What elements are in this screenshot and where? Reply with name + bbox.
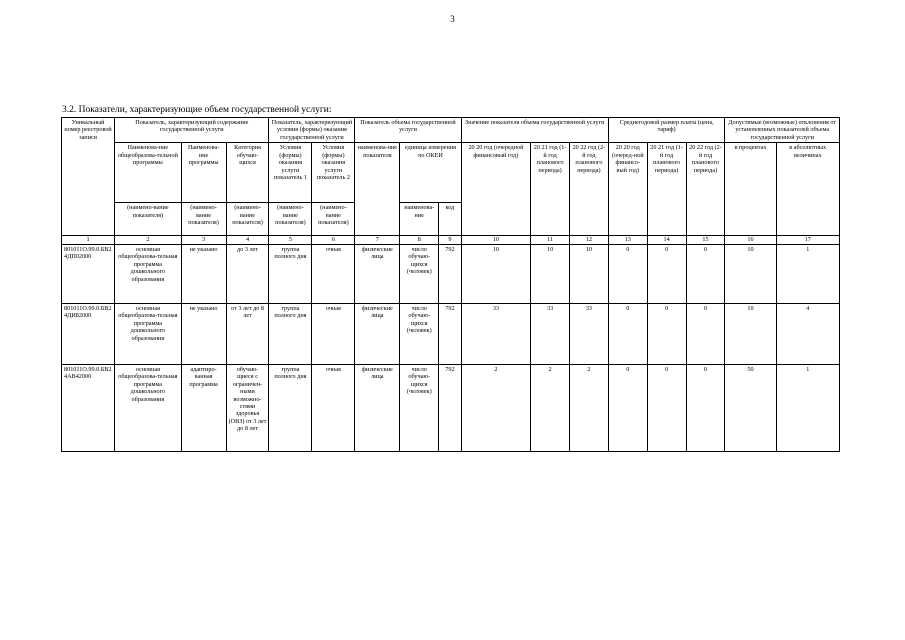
- column-number: 11: [531, 236, 570, 244]
- column-number: 8: [400, 236, 439, 244]
- condition-1: группа полного дня: [269, 364, 312, 451]
- program-name: основная общеобразова-тельная программа дошкольного образования: [115, 364, 181, 451]
- column-number: 7: [355, 236, 400, 244]
- deviation-percent: 10: [725, 244, 776, 303]
- value-2021: 2: [531, 364, 570, 451]
- program-name: основная общеобразова-тельная программа дошкольного образования: [115, 303, 181, 364]
- registry-number: 801011О.99.0.БВ24ДП02000: [62, 244, 115, 303]
- header-conditions-indicator: Показатель, характеризующий условия (формы) оказания государственной услуги: [269, 118, 355, 143]
- table-row: [62, 244, 840, 303]
- indicator-name: физические лица: [355, 244, 400, 303]
- header-name-note: (наимено-вание показателя): [181, 203, 226, 236]
- fee-2020: 0: [608, 303, 647, 364]
- registry-number: 801011О.99.0.БВ24ДИ82000: [62, 303, 115, 364]
- header-volume-indicator: Показатель объема государственной услуги: [355, 118, 461, 143]
- header-unit: единица измерения по ОКЕИ: [400, 143, 461, 203]
- header-fee-plan1: 20 21 год (1-й год планового периода): [647, 143, 686, 236]
- student-category: до 3 лет: [226, 244, 269, 303]
- student-category: обучаю-щиеся с ограничен-ными возможно-стями здоровья (ОВЗ) от 3 лет до 8 лет: [226, 364, 269, 451]
- column-number: 12: [570, 236, 609, 244]
- column-number: 3: [181, 236, 226, 244]
- header-unit-name: наименова-ние: [400, 203, 439, 236]
- fee-2021: 0: [647, 244, 686, 303]
- value-2021: 10: [531, 244, 570, 303]
- registry-number: 801011О.99.0.БВ24АВ42000: [62, 364, 115, 451]
- fee-2021: 0: [647, 303, 686, 364]
- header-name-note: (наимено-вание показателя): [115, 203, 181, 236]
- table-row: [62, 303, 840, 364]
- indicator-name: физические лица: [355, 364, 400, 451]
- header-in-percent: в процентах: [725, 143, 776, 236]
- header-fee-plan2: 20 22 год (2-й год планового периода): [686, 143, 725, 236]
- header-year-current: 20 20 год (очередной финансовый год): [461, 143, 531, 236]
- header-unique-number: Уникальный номер реестровой записи: [62, 118, 115, 236]
- header-name-note: (наимено-вание показателя): [269, 203, 312, 236]
- condition-2: очная: [312, 303, 355, 364]
- condition-2: очная: [312, 364, 355, 451]
- column-number: 15: [686, 236, 725, 244]
- column-number: 9: [439, 236, 462, 244]
- header-indicator-name: наименова-ние показателя: [355, 143, 400, 236]
- header-name-note: (наимено-вание показателя): [226, 203, 269, 236]
- column-number: 10: [461, 236, 531, 244]
- condition-1: группа полного дня: [269, 303, 312, 364]
- deviation-percent: 50: [725, 364, 776, 451]
- column-number: 4: [226, 236, 269, 244]
- deviation-percent: 10: [725, 303, 776, 364]
- header-sub-conditions-1: Условия (формы) оказания услуги показатель 1: [269, 143, 312, 203]
- unit-name: число обучаю-щихся (человек): [400, 303, 439, 364]
- fee-2022: 0: [686, 364, 725, 451]
- header-volume-value: Значение показателя объема государственной услуги: [461, 118, 608, 143]
- value-2020: 2: [461, 364, 531, 451]
- header-year-plan2: 20 22 год (2-й год планового периода): [570, 143, 609, 236]
- header-row-2: [62, 143, 840, 203]
- header-in-absolute: в абсолютных величинах: [776, 143, 839, 236]
- column-number: 14: [647, 236, 686, 244]
- value-2020: 33: [461, 303, 531, 364]
- program: не указано: [181, 303, 226, 364]
- header-sub-program-name: Наименова-ние общеобразова-тельной программы: [115, 143, 181, 203]
- unit-code: 792: [439, 244, 462, 303]
- header-sub-conditions-2: Условия (формы) оказания услуги показатель 2: [312, 143, 355, 203]
- unit-name: число обучаю-щихся (человек): [400, 364, 439, 451]
- column-number: 1: [62, 236, 115, 244]
- fee-2022: 0: [686, 244, 725, 303]
- value-2022: 33: [570, 303, 609, 364]
- deviation-absolute: 1: [776, 364, 839, 451]
- column-number: 13: [608, 236, 647, 244]
- header-content-indicator: Показатель, характеризующий содержание государственной услуги: [115, 118, 269, 143]
- fee-2020: 0: [608, 364, 647, 451]
- unit-name: число обучаю-щихся (человек): [400, 244, 439, 303]
- unit-code: 792: [439, 364, 462, 451]
- deviation-absolute: 1: [776, 244, 839, 303]
- header-year-plan1: 20 21 год (1-й год планового периода): [531, 143, 570, 236]
- column-number: 6: [312, 236, 355, 244]
- value-2021: 33: [531, 303, 570, 364]
- column-number: 17: [776, 236, 839, 244]
- header-deviation: Допустимые (возможные) отклонения от установленных показателей объема государственной услуги: [725, 118, 840, 143]
- value-2022: 10: [570, 244, 609, 303]
- column-number: 2: [115, 236, 181, 244]
- condition-1: группа полного дня: [269, 244, 312, 303]
- value-2022: 2: [570, 364, 609, 451]
- program: не указано: [181, 244, 226, 303]
- column-number-row: [62, 236, 840, 244]
- header-name-note: (наимено-вание показателя): [312, 203, 355, 236]
- column-number: 16: [725, 236, 776, 244]
- value-2020: 10: [461, 244, 531, 303]
- program-name: основная общеобразова-тельная программа дошкольного образования: [115, 244, 181, 303]
- unit-code: 792: [439, 303, 462, 364]
- fee-2020: 0: [608, 244, 647, 303]
- student-category: от 3 лет до 8 лет: [226, 303, 269, 364]
- header-unit-code: код: [439, 203, 462, 236]
- header-fee-current: 20 20 год (очеред-ной финансо-вый год): [608, 143, 647, 236]
- header-sub-category: Категория обучаю-щихся: [226, 143, 269, 203]
- program: адаптиро-ванная программа: [181, 364, 226, 451]
- header-row-1: [62, 118, 840, 143]
- section-title: 3.2. Показатели, характеризующие объем государственной услуги:: [62, 105, 332, 115]
- header-sub-program: Наименова-ние программы: [181, 143, 226, 203]
- condition-2: очная: [312, 244, 355, 303]
- page-number: 3: [450, 14, 455, 24]
- header-avg-fee: Среднегодовой размер платы (цена, тариф): [608, 118, 725, 143]
- table-row: [62, 364, 840, 451]
- indicator-name: физические лица: [355, 303, 400, 364]
- fee-2021: 0: [647, 364, 686, 451]
- fee-2022: 0: [686, 303, 725, 364]
- volume-indicators-table: [61, 117, 840, 452]
- deviation-absolute: 4: [776, 303, 839, 364]
- column-number: 5: [269, 236, 312, 244]
